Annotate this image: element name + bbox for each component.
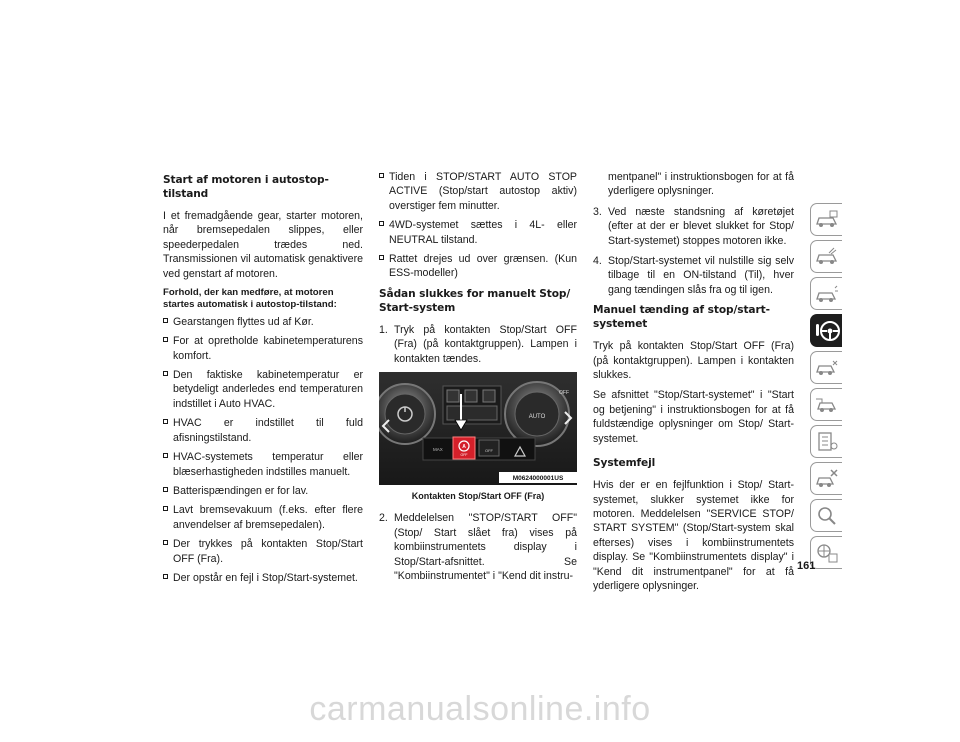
steering-wheel-icon — [814, 318, 840, 344]
step-number: 4. — [593, 255, 602, 268]
button-label-off: OFF — [485, 448, 493, 454]
tab-maintenance-list[interactable] — [810, 425, 842, 458]
list-item: HVAC er indstillet til fuld afisningstilstand. — [163, 416, 363, 445]
tab-car-tow[interactable] — [810, 388, 842, 421]
steps-list-end — [593, 205, 794, 297]
step-text: Ved næste standsning af køretøjet (efter at der er blevet slukket for Stop/ Start-systemet) stoppes motoren ikke. — [608, 205, 794, 247]
car-tow-icon — [815, 395, 839, 415]
column-1 — [163, 173, 363, 591]
list-item: Lavt bremsevakuum (f.eks. efter flere anvendelser af bremsepedalen). — [163, 503, 363, 532]
tab-steering-wheel[interactable] — [810, 314, 842, 347]
knob-label-off: OFF — [559, 390, 569, 397]
conditions-list-continued — [379, 170, 577, 281]
step-text: Stop/Start-systemet vil nulstille sig selv tilbage til en ON-tilstand (Til), hver gang tændingen slås fra og til igen. — [608, 255, 794, 296]
paragraph: Tryk på kontakten Stop/Start OFF (Fra) (på kontaktgruppen). Lampen i kontakten slukkes. — [593, 340, 794, 382]
tab-car-lights[interactable] — [810, 277, 842, 310]
car-lights-icon — [815, 284, 839, 304]
knob-label-auto: AUTO — [528, 414, 546, 421]
list-item: Den faktiske kabinetemperatur er betydeligt anderledes end temperaturen indstillet i Auto HVAC. — [163, 368, 363, 411]
section-heading: Manuel tænding af stop/start-systemet — [593, 304, 770, 331]
list-item — [379, 511, 577, 583]
steps-list-continued — [379, 511, 577, 583]
tab-car-tools[interactable] — [810, 462, 842, 495]
list-item — [379, 323, 577, 366]
list-item: Der opstår en fejl i Stop/Start-systemet. — [163, 571, 363, 585]
paragraph: Se afsnittet "Stop/Start-systemet" i "Start og betjening" i instruktionsbogen for at få fuldstændige oplysninger om Stop/ Start-systemet. — [593, 389, 794, 445]
section-heading: Sådan slukkes for manuelt Stop/ Start-system — [379, 287, 571, 314]
list-item: Rattet drejes ud over grænsen. (Kun ESS-modeller) — [379, 252, 577, 281]
tab-car-crash[interactable] — [810, 351, 842, 384]
step-number: 2. — [379, 512, 388, 525]
list-item: Gearstangen flyttes ud af Kør. — [163, 315, 363, 329]
image-code: M0624000001US — [512, 475, 564, 483]
list-item: Der trykkes på kontakten Stop/Start OFF (Fra). — [163, 537, 363, 566]
step-number: 1. — [379, 323, 388, 336]
section-heading: Systemfejl — [593, 457, 656, 470]
button-label-max: MAX — [433, 447, 443, 453]
list-item: 4WD-systemet sættes i 4L- eller NEUTRAL tilstand. — [379, 218, 577, 247]
button-label-off-red: OFF — [460, 453, 468, 458]
watermark: carmanualsonline.info — [309, 690, 651, 728]
subheading: Forhold, der kan medføre, at motoren startes automatisk i autostop-tilstand: — [163, 287, 337, 311]
step-text: Meddelelsen "STOP/START OFF" (Stop/ Start slået fra) vises på kombiinstrumentets display i Stop/Start-afsnittet. Se "Kombiinstrumentet" i "Kend dit instru- — [394, 512, 577, 583]
list-item — [593, 254, 794, 297]
switch-bank-photo — [379, 372, 577, 485]
tab-car-info[interactable] — [810, 203, 842, 236]
car-tools-icon — [815, 468, 839, 490]
section-heading: Start af motoren i autostop-tilstand — [163, 174, 329, 200]
switch-bank-illustration — [379, 372, 577, 485]
magnifier-icon — [815, 505, 839, 527]
list-item: Tiden i STOP/START AUTO STOP ACTIVE (Stop/start autostop aktiv) overstiger fem minutter. — [379, 170, 577, 213]
car-warning-icon — [815, 247, 839, 267]
car-info-icon — [815, 210, 839, 230]
step-continuation: mentpanel" i instruktionsbogen for at få yderligere oplysninger. — [608, 171, 794, 198]
car-crash-icon — [815, 358, 839, 378]
language-icon — [815, 542, 839, 564]
page-number: 161 — [797, 560, 816, 572]
list-item: Batterispændingen er for lav. — [163, 484, 363, 498]
figure-caption: Kontakten Stop/Start OFF (Fra) — [411, 491, 545, 502]
column-3 — [593, 170, 794, 599]
step-number: 3. — [593, 205, 602, 218]
intro-paragraph: I et fremadgående gear, starter motoren, når bremsepedalen slippes, eller speederpedalen trædes ned. Transmissionen vil automatisk genaktivere ved genstart af motoren. — [163, 210, 363, 280]
list-item: For at opretholde kabinetemperaturens komfort. — [163, 334, 363, 363]
paragraph: Hvis der er en fejlfunktion i Stop/ Start-systemet, slukker systemet ikke for motoren. Meddelelsen "SERVICE STOP/ START SYSTEM" (Stop/Start-system skal efterses) vises i kombiinstrumentets display. Se "Kombiinstrumentets display" i "Kend dit instrumentpanel" for at få yderligere oplysninger. — [593, 479, 794, 592]
tab-car-warning[interactable] — [810, 240, 842, 273]
list-item: HVAC-systemets temperatur eller blæserhastigheden indstilles manuelt. — [163, 450, 363, 479]
button-label-a: A — [462, 444, 466, 451]
maintenance-list-icon — [815, 431, 839, 453]
conditions-list — [163, 315, 363, 586]
tab-magnifier[interactable] — [810, 499, 842, 532]
list-item — [593, 205, 794, 248]
column-2 — [379, 170, 577, 590]
step-text: Tryk på kontakten Stop/Start OFF (Fra) (på kontaktgruppen). Lampen i kontakten tændes. — [394, 323, 577, 365]
chapter-tabs — [810, 203, 843, 573]
steps-list — [379, 323, 577, 366]
